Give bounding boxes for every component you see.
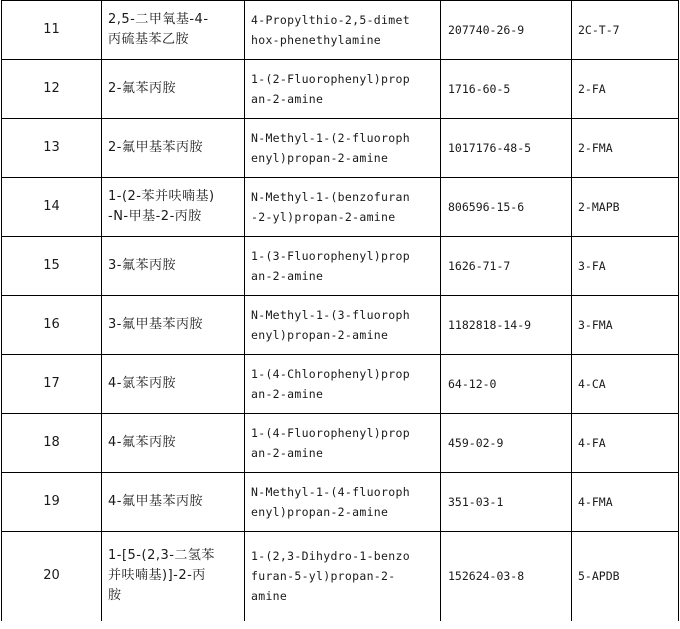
substance-table bbox=[1, 0, 679, 621]
english-name-cell bbox=[245, 237, 441, 296]
cas-number-cell bbox=[441, 532, 572, 621]
abbreviation: 4-CA bbox=[578, 377, 606, 391]
chinese-name-cell bbox=[102, 60, 245, 119]
serial-number-cell bbox=[2, 414, 102, 473]
cas-number-cell bbox=[441, 473, 572, 532]
chinese-name-line: 2,5-二甲氧基-4- bbox=[108, 12, 209, 27]
chinese-name-line: 并呋喃基)]-2-丙 bbox=[108, 568, 206, 584]
cas-number-cell bbox=[441, 237, 572, 296]
abbreviation-cell bbox=[572, 355, 679, 414]
english-name-line: hox-phenethylamine bbox=[251, 33, 382, 47]
chinese-name-cell bbox=[102, 237, 245, 296]
serial-number-cell bbox=[2, 355, 102, 414]
cas-number: 1182818-14-9 bbox=[448, 318, 532, 332]
table-row bbox=[2, 414, 679, 473]
english-name-line: amine bbox=[251, 589, 288, 604]
english-name-line: an-2-amine bbox=[251, 269, 324, 283]
serial-number: 16 bbox=[43, 317, 60, 332]
english-name-cell bbox=[245, 532, 441, 621]
chinese-name-line: 4-氟苯丙胺 bbox=[108, 435, 176, 450]
cas-number: 1017176-48-5 bbox=[448, 141, 532, 155]
english-name-line: N-Methyl-1-(4-fluoroph bbox=[251, 485, 410, 499]
chinese-name-cell bbox=[102, 414, 245, 473]
english-name-cell bbox=[245, 355, 441, 414]
table-row bbox=[2, 60, 679, 119]
english-name-line: 1-(2,3-Dihydro-1-benzo bbox=[251, 549, 410, 564]
serial-number-cell bbox=[2, 60, 102, 119]
english-name-line: N-Methyl-1-(benzofuran bbox=[251, 190, 410, 204]
chinese-name-line: 1-[5-(2,3-二氢苯 bbox=[108, 548, 215, 564]
table-row bbox=[2, 532, 679, 621]
english-name-line: 1-(4-Fluorophenyl)prop bbox=[251, 426, 410, 440]
cas-number: 1716-60-5 bbox=[448, 82, 511, 96]
cas-number-cell bbox=[441, 414, 572, 473]
serial-number: 12 bbox=[43, 81, 60, 96]
serial-number: 19 bbox=[43, 494, 60, 509]
serial-number: 13 bbox=[43, 140, 60, 155]
chinese-name-line: 1-(2-苯并呋喃基) bbox=[108, 189, 215, 204]
abbreviation-cell bbox=[572, 414, 679, 473]
chinese-name-line: 丙硫基苯乙胺 bbox=[108, 32, 190, 47]
table-row bbox=[2, 178, 679, 237]
chinese-name-cell bbox=[102, 119, 245, 178]
abbreviation-cell bbox=[572, 237, 679, 296]
english-name-cell bbox=[245, 473, 441, 532]
cas-number: 207740-26-9 bbox=[448, 23, 525, 37]
english-name-line: 1-(3-Fluorophenyl)prop bbox=[251, 249, 410, 263]
abbreviation: 4-FA bbox=[578, 436, 606, 450]
cas-number-cell bbox=[441, 60, 572, 119]
serial-number-cell bbox=[2, 473, 102, 532]
abbreviation: 3-FA bbox=[578, 259, 606, 273]
cas-number-cell bbox=[441, 178, 572, 237]
serial-number-cell bbox=[2, 178, 102, 237]
abbreviation-cell bbox=[572, 1, 679, 60]
english-name-line: an-2-amine bbox=[251, 446, 324, 460]
chinese-name-cell bbox=[102, 355, 245, 414]
chinese-name-line: 3-氟甲基苯丙胺 bbox=[108, 317, 203, 332]
serial-number: 20 bbox=[43, 568, 60, 584]
english-name-line: 4-Propylthio-2,5-dimet bbox=[251, 13, 410, 27]
table-body bbox=[2, 1, 679, 621]
abbreviation: 3-FMA bbox=[578, 318, 613, 332]
abbreviation: 5-APDB bbox=[578, 569, 620, 584]
english-name-cell bbox=[245, 178, 441, 237]
english-name-line: an-2-amine bbox=[251, 92, 324, 106]
cas-number: 806596-15-6 bbox=[448, 200, 525, 214]
serial-number-cell bbox=[2, 532, 102, 621]
english-name-line: enyl)propan-2-amine bbox=[251, 328, 389, 342]
table-row bbox=[2, 473, 679, 532]
table-row bbox=[2, 119, 679, 178]
abbreviation: 2C-T-7 bbox=[578, 23, 620, 37]
abbreviation: 4-FMA bbox=[578, 495, 613, 509]
serial-number: 17 bbox=[43, 376, 60, 391]
english-name-cell bbox=[245, 1, 441, 60]
english-name-line: enyl)propan-2-amine bbox=[251, 151, 389, 165]
serial-number-cell bbox=[2, 296, 102, 355]
chinese-name-line: 3-氟苯丙胺 bbox=[108, 258, 176, 273]
abbreviation-cell bbox=[572, 119, 679, 178]
cas-number: 1626-71-7 bbox=[448, 259, 511, 273]
abbreviation-cell bbox=[572, 296, 679, 355]
serial-number: 15 bbox=[43, 258, 60, 273]
english-name-line: N-Methyl-1-(2-fluoroph bbox=[251, 131, 410, 145]
cas-number-cell bbox=[441, 296, 572, 355]
abbreviation: 2-MAPB bbox=[578, 200, 620, 214]
chinese-name-cell bbox=[102, 473, 245, 532]
cas-number-cell bbox=[441, 1, 572, 60]
chinese-name-cell bbox=[102, 178, 245, 237]
english-name-line: enyl)propan-2-amine bbox=[251, 505, 389, 519]
abbreviation-cell bbox=[572, 532, 679, 621]
abbreviation-cell bbox=[572, 178, 679, 237]
serial-number: 18 bbox=[43, 435, 60, 450]
english-name-line: N-Methyl-1-(3-fluoroph bbox=[251, 308, 410, 322]
english-name-cell bbox=[245, 414, 441, 473]
chinese-name-line: -N-甲基-2-丙胺 bbox=[108, 209, 202, 224]
serial-number-cell bbox=[2, 237, 102, 296]
table-row bbox=[2, 237, 679, 296]
serial-number-cell bbox=[2, 1, 102, 60]
chinese-name-line: 4-氯苯丙胺 bbox=[108, 376, 176, 391]
cas-number-cell bbox=[441, 355, 572, 414]
table-row bbox=[2, 296, 679, 355]
english-name-line: 1-(4-Chlorophenyl)prop bbox=[251, 367, 410, 381]
english-name-line: -2-yl)propan-2-amine bbox=[251, 210, 396, 224]
english-name-cell bbox=[245, 119, 441, 178]
chinese-name-line: 胺 bbox=[108, 588, 122, 604]
english-name-cell bbox=[245, 60, 441, 119]
chinese-name-line: 2-氟甲基苯丙胺 bbox=[108, 140, 203, 155]
chinese-name-line: 2-氟苯丙胺 bbox=[108, 81, 176, 96]
serial-number-cell bbox=[2, 119, 102, 178]
chinese-name-cell bbox=[102, 1, 245, 60]
abbreviation: 2-FMA bbox=[578, 141, 613, 155]
cas-number: 152624-03-8 bbox=[448, 569, 525, 584]
chinese-name-cell bbox=[102, 532, 245, 621]
chinese-name-cell bbox=[102, 296, 245, 355]
english-name-line: an-2-amine bbox=[251, 387, 324, 401]
abbreviation-cell bbox=[572, 473, 679, 532]
cas-number: 351-03-1 bbox=[448, 495, 504, 509]
cas-number: 459-02-9 bbox=[448, 436, 504, 450]
chinese-name-line: 4-氟甲基苯丙胺 bbox=[108, 494, 203, 509]
abbreviation-cell bbox=[572, 60, 679, 119]
serial-number: 11 bbox=[43, 22, 60, 37]
english-name-line: 1-(2-Fluorophenyl)prop bbox=[251, 72, 410, 86]
abbreviation: 2-FA bbox=[578, 82, 606, 96]
cas-number-cell bbox=[441, 119, 572, 178]
english-name-cell bbox=[245, 296, 441, 355]
table-row bbox=[2, 355, 679, 414]
table-row bbox=[2, 1, 679, 60]
cas-number: 64-12-0 bbox=[448, 377, 497, 391]
serial-number: 14 bbox=[43, 199, 60, 214]
english-name-line: furan-5-yl)propan-2- bbox=[251, 569, 396, 584]
